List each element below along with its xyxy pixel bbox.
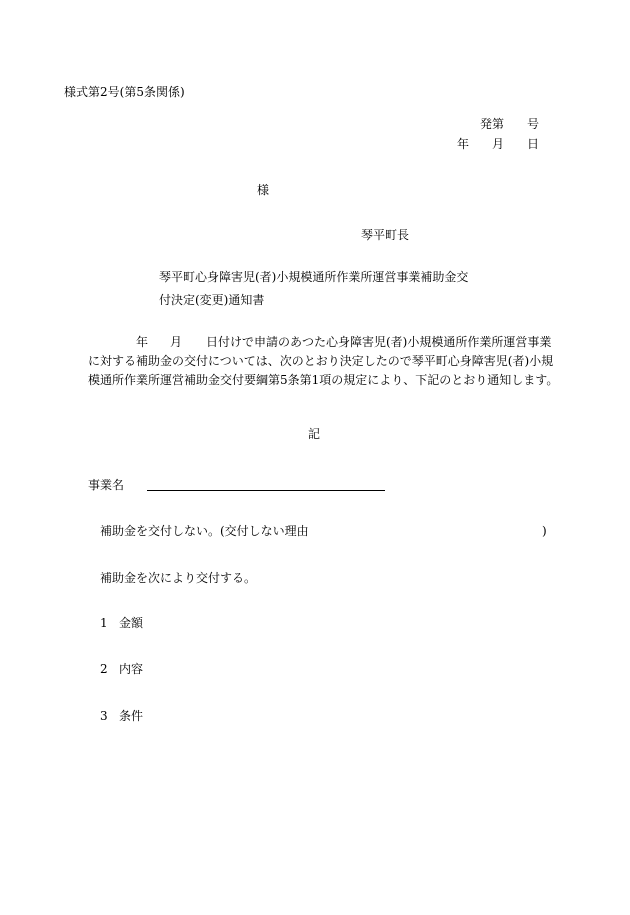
item-1-number: 1 — [100, 616, 108, 630]
form-label: 様式第2号(第5条関係) — [64, 85, 185, 99]
date-month: 月 — [492, 137, 505, 151]
body-line-3: 模通所作業所運営補助金交付要綱第5条第1項の規定により、下記のとおり通知します。 — [88, 373, 559, 387]
item-2-number: 2 — [100, 662, 108, 676]
title-line-1: 琴平町心身障害児(者)小規模通所作業所運営事業補助金交 — [159, 270, 469, 284]
title-line-2: 付決定(変更)通知書 — [159, 293, 265, 307]
recipient-suffix: 様 — [257, 183, 270, 197]
item-2-label: 内容 — [119, 662, 144, 676]
body-line-2: に対する補助金の交付については、次のとおり決定したので琴平町心身障害児(者)小規 — [88, 354, 554, 368]
doc-number-suffix: 号 — [527, 117, 540, 131]
ki-heading: 記 — [308, 427, 321, 441]
date-year: 年 — [457, 137, 470, 151]
granted-text: 補助金を次により交付する。 — [100, 571, 257, 585]
item-1-label: 金額 — [119, 616, 144, 630]
not-granted-text: 補助金を交付しない。(交付しない理由 — [100, 524, 309, 538]
item-3-label: 条件 — [119, 709, 144, 723]
item-3-number: 3 — [100, 709, 108, 723]
body-month: 月 — [170, 335, 183, 349]
body-year: 年 — [136, 335, 149, 349]
doc-number-prefix: 発第 — [480, 117, 505, 131]
project-name-label: 事業名 — [88, 478, 125, 492]
project-name-underline — [147, 490, 385, 491]
not-granted-close: ) — [542, 524, 547, 538]
date-day: 日 — [527, 137, 540, 151]
body-line-1: 日付けで申請のあつた心身障害児(者)小規模通所作業所運営事業 — [206, 335, 552, 349]
issuer: 琴平町長 — [361, 228, 410, 242]
